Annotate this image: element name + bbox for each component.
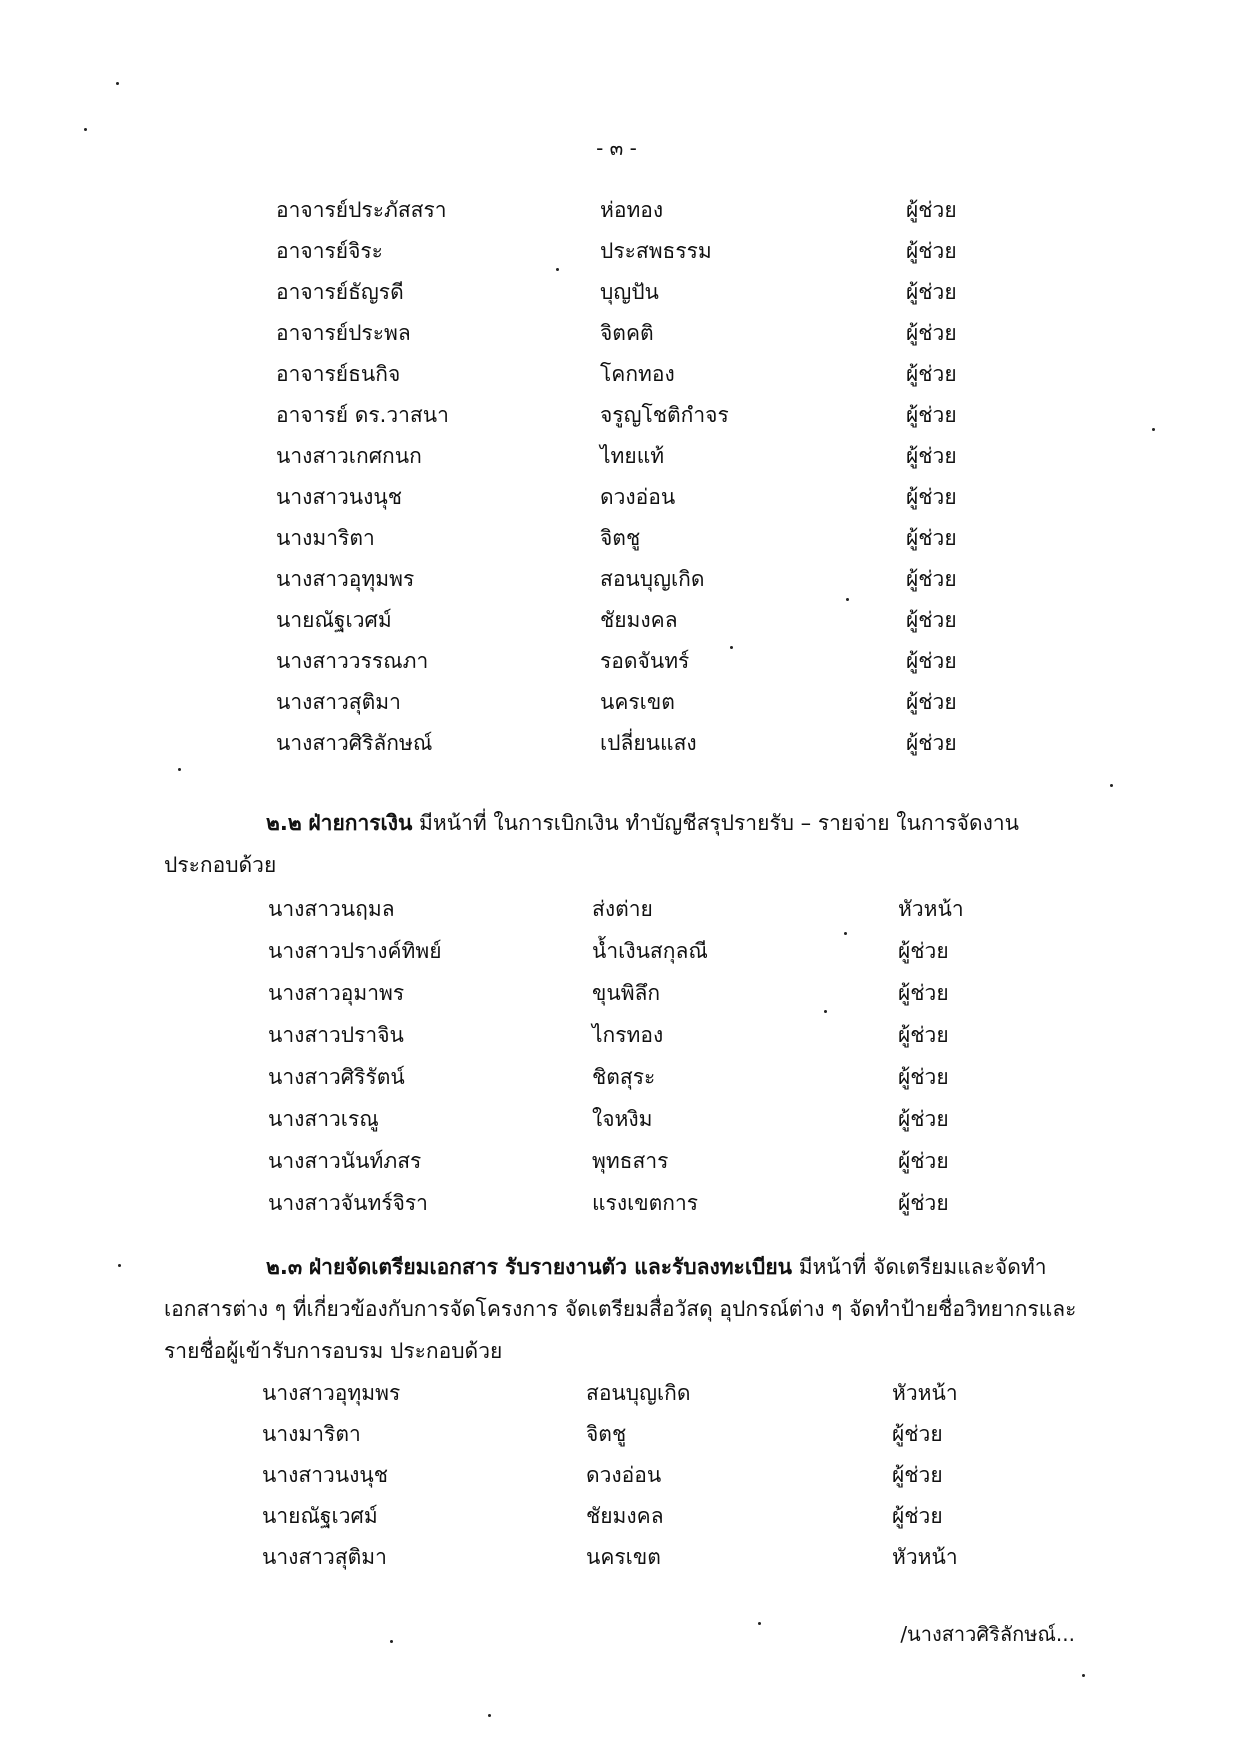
section-number: ๒.๓ (266, 1255, 303, 1279)
scan-speck (556, 268, 559, 271)
scan-speck (84, 128, 87, 131)
section-2-3-paragraph (164, 1246, 1084, 1372)
section-number: ๒.๒ (266, 811, 302, 835)
section-title: ฝ่ายจัดเตรียมเอกสาร รับรายงานตัว และรับลงทะเบียน (308, 1255, 792, 1279)
scan-speck (488, 1714, 491, 1717)
scan-speck (116, 82, 119, 85)
scan-speck (118, 1264, 121, 1267)
scan-speck (846, 598, 849, 601)
scan-speck (1082, 1674, 1085, 1677)
scan-speck (1110, 784, 1113, 787)
scan-speck (178, 768, 181, 771)
continuation-note: /นางสาวศิริลักษณ์... (900, 1622, 1075, 1646)
scan-speck (844, 932, 847, 935)
section-2-2-paragraph (164, 802, 1084, 886)
scan-speck (1152, 428, 1155, 431)
scan-speck (758, 1622, 761, 1625)
page-number: - ๓ - (596, 136, 637, 160)
section-body: มีหน้าที่ ในการเบิกเงิน ทำบัญชีสรุปรายรับ – รายจ่าย ในการจัดงาน ประกอบด้วย (164, 811, 1020, 877)
section-body: มีหน้าที่ จัดเตรียมและจัดทำเอกสารต่าง ๆ ที่เกี่ยวข้องกับการจัดโครงการ จัดเตรียมสื่อวัสดุ อุปกรณ์ต่าง ๆ จัดทำป้ายชื่อวิทยากรและรายชื่อผู้เข้ารับการอบรม ประกอบด้วย (164, 1255, 1077, 1363)
scan-speck (390, 1640, 393, 1643)
scan-speck (824, 1010, 827, 1013)
section-title: ฝ่ายการเงิน (308, 811, 413, 835)
scan-speck (730, 646, 733, 649)
